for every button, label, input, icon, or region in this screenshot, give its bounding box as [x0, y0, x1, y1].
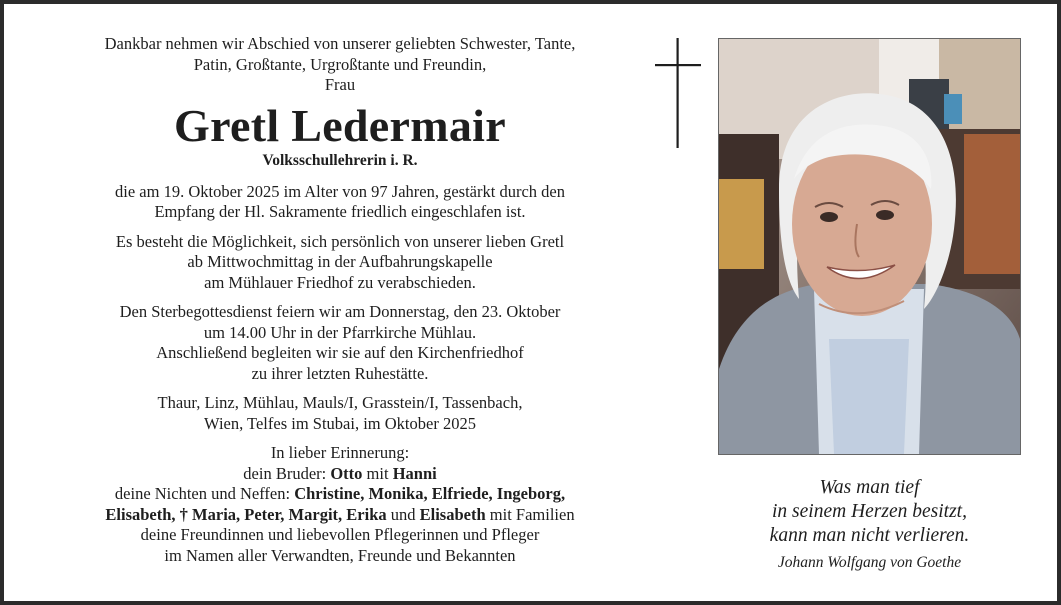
viewing-info: Es besteht die Möglichkeit, sich persönlich von unserer lieben Gretl ab Mittwochmittag in der Aufbahrungskapelle am Mühlauer Friedhof zu verabschieden.	[115, 231, 565, 292]
quote-author: Johann Wolfgang von Goethe	[777, 554, 962, 571]
mourners-list	[4, 443, 676, 566]
friends-line: deine Freundinnen und liebevollen Pflegerinnen und Pfleger	[140, 525, 540, 544]
intro-text: Dankbar nehmen wir Abschied von unserer geliebten Schwester, Tante, Patin, Großtante, Urgroßtante und Freundin, Frau	[104, 34, 576, 94]
nieces-line: deine Nichten und Neffen: Christine, Monika, Elfriede, Ingeborg, Elisabeth, † Maria, Peter, Margit, Erika und Elisabeth mit Familien	[105, 484, 575, 524]
portrait-illustration	[719, 39, 1020, 454]
places-date: Thaur, Linz, Mühlau, Mauls/I, Grasstein/I, Tassenbach, Wien, Telfes im Stubai, im Oktober 2025	[157, 393, 523, 433]
death-statement: die am 19. Oktober 2025 im Alter von 97 Jahren, gestärkt durch den Empfang der Hl. Sakramente friedlich eingeschlafen ist.	[115, 181, 565, 221]
obituary-text	[4, 34, 676, 566]
portrait-photo	[718, 38, 1021, 455]
quote-line: kann man nicht verlieren.	[769, 525, 970, 546]
quote-line: in seinem Herzen besitzt,	[772, 501, 967, 522]
goethe-quote	[718, 476, 1021, 573]
funeral-service-info: Den Sterbegottesdienst feiern wir am Donnerstag, den 23. Oktober um 14.00 Uhr in der Pfarrkirche Mühlau. Anschließend begleiten wir sie auf den Kirchenfriedhof zu ihrer letzten Ruhestätte.	[119, 302, 561, 383]
deceased-title: Volksschullehrerin i. R.	[262, 151, 418, 169]
relatives-line: im Namen aller Verwandten, Freunde und Bekannten	[164, 545, 516, 565]
memory-heading: In lieber Erinnerung:	[270, 443, 410, 462]
quote-line: Was man tief	[819, 477, 920, 498]
deceased-name: Gretl Ledermair	[174, 99, 506, 151]
brother-line: dein Bruder: Otto mit Hanni	[243, 463, 437, 483]
cross-icon	[655, 38, 701, 148]
